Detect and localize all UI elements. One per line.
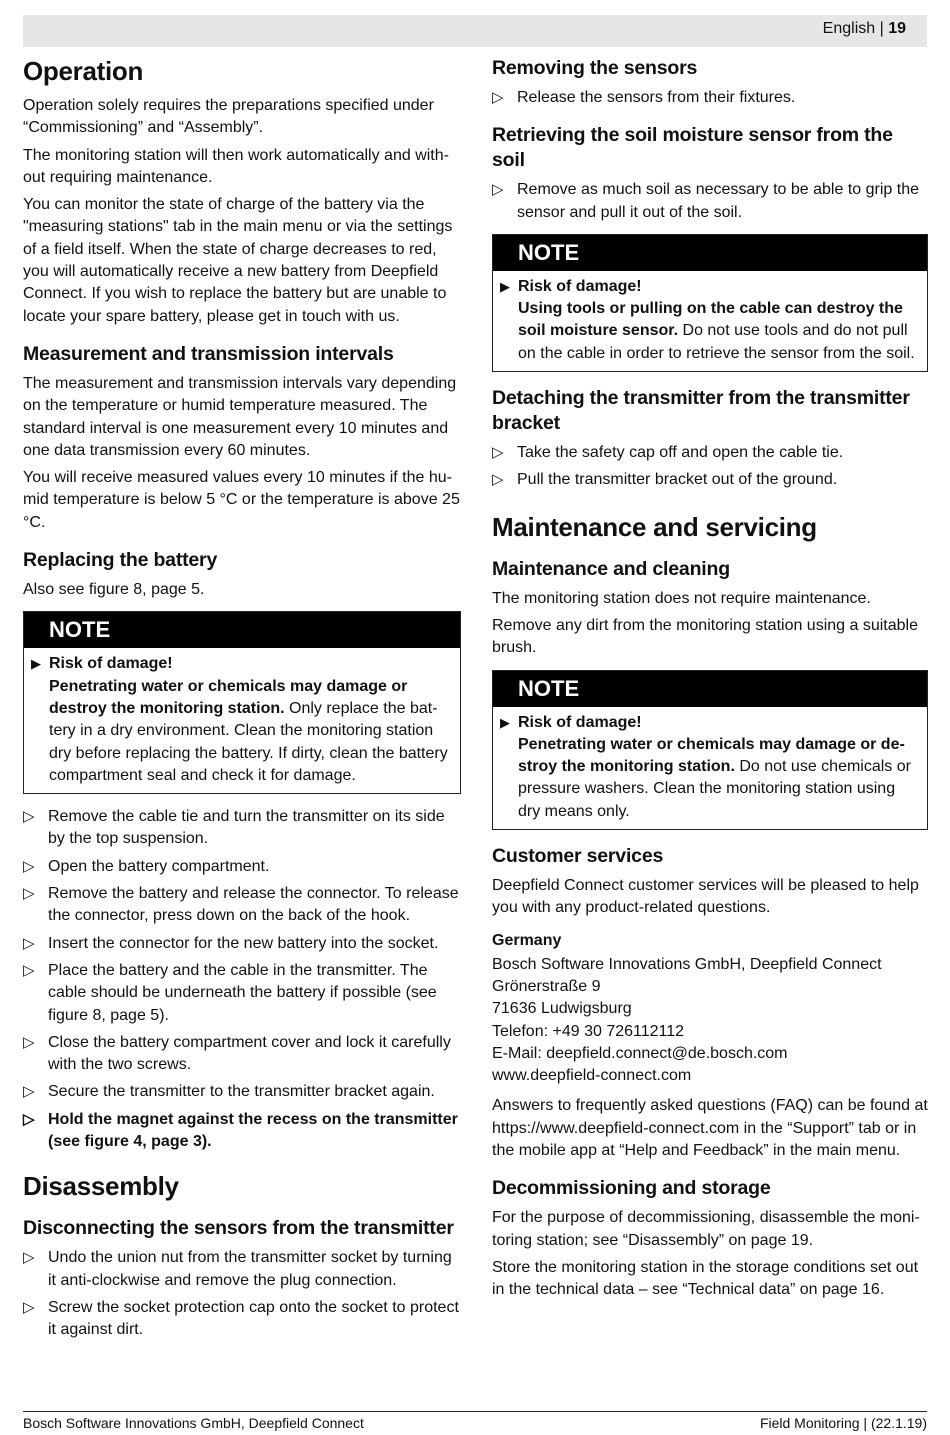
note-warning: Using tools or pulling on the cable can destroy the soil moisture sensor. (518, 300, 903, 340)
note-text: Only replace the battery in a dry environment. Clean the monitoring station dry before replacing the battery. If dirty, clean the battery compartment seal and check it for damage. (49, 699, 448, 784)
step-triangle-icon: ▷ (23, 1298, 35, 1316)
operation-paragraph-2: The monitoring station will then work automatically and without requiring maintenance. (23, 146, 449, 186)
detaching-steps-list (492, 442, 928, 492)
step-triangle-icon: ▷ (23, 1110, 35, 1128)
step-triangle-icon: ▷ (23, 857, 35, 875)
contact-city: 71636 Ludwigsburg (492, 1000, 632, 1018)
disconnect-steps-list (23, 1247, 461, 1341)
list-item: ▷ Close the battery compartment cover and lock it carefully with the two screws. (23, 1033, 451, 1074)
list-item: ▷ Remove the cable tie and turn the transmitter on its side by the top suspension. (23, 808, 445, 848)
intervals-paragraph-2: You will receive measured values every 10 minutes if the humid temperature is below 5 °C or the temperature is above 25 °C. (23, 469, 460, 531)
list-item: ▷ Remove as much soil as necessary to be able to grip the sensor and pull it out of the soil. (492, 181, 919, 221)
battery-heading: Replacing the battery (23, 549, 218, 572)
step-triangle-icon: ▷ (492, 89, 504, 106)
step-triangle-icon: ▷ (23, 1249, 35, 1267)
faq-paragraph: Answers to frequently asked questions (FAQ) can be found at https://www.deepfield-connect.com in the “Support” tab or in the mobile app at “Help and Feedback” in the main menu. (492, 1097, 928, 1160)
step-triangle-icon: ▷ (23, 961, 35, 979)
note-text: Do not use tools and do not pull on the cable in order to retrieve the sensor from the soil. (518, 322, 915, 362)
triangle-bullet-icon: ▶ (31, 656, 41, 672)
contact-block (492, 954, 928, 1088)
list-item: ▷ Place the battery and the cable in the transmitter. The cable should be underneath the battery if possible (see figure 8, page 5). (23, 961, 437, 1024)
list-item: ▷ Remove the battery and release the connector. To release the connector, press down on the back of the hook. (23, 885, 459, 925)
list-item: ▷ Insert the connector for the new battery into the socket. (23, 933, 461, 955)
intervals-heading: Measurement and transmission intervals (23, 342, 394, 365)
list-item: ▷ Pull the transmitter bracket out of the ground. (492, 469, 928, 491)
contact-street: Grönerstraße 9 (492, 977, 601, 995)
note-warning: Penetrating water or chemicals may damage or destroy the monitoring station. (518, 735, 905, 776)
list-item: ▷ Screw the socket protection cap onto the socket to protect it against dirt. (23, 1298, 459, 1339)
decommissioning-paragraph-1: For the purpose of decommissioning, disassemble the monitoring station; see “Disassembly” on page 19. (492, 1209, 920, 1249)
battery-figure-ref: Also see figure 8, page 5. (23, 581, 205, 599)
customer-paragraph: Deepfield Connect customer services will be pleased to help you with any product-related questions. (492, 877, 919, 917)
operation-heading: Operation (23, 56, 144, 86)
note-text: Do not use chemicals or pressure washers. Clean the monitoring station using dry means only. (518, 758, 911, 820)
note-box-sensor (492, 234, 928, 372)
note-header: NOTE (493, 671, 927, 707)
page-header (23, 15, 927, 47)
country-heading: Germany (492, 931, 562, 949)
contact-phone: Telefon: +49 30 726112112 (492, 1022, 685, 1040)
note-risk: Risk of damage! (518, 713, 642, 731)
cleaning-paragraph-2: Remove any dirt from the monitoring station using a suitable brush. (492, 616, 918, 657)
disconnect-heading: Disconnecting the sensors from the transmitter (23, 1217, 454, 1240)
detaching-heading: Detaching the transmitter from the transmitter bracket (492, 387, 910, 435)
footer-divider (23, 1411, 927, 1412)
triangle-bullet-icon: ▶ (500, 278, 510, 294)
note-box-maintenance (492, 670, 928, 830)
note-body (24, 648, 460, 793)
step-triangle-icon: ▷ (492, 444, 504, 462)
step-triangle-icon: ▷ (23, 934, 35, 952)
operation-paragraph-1: Operation solely requires the preparations specified under “Commissioning” and “Assembly”. (23, 97, 434, 137)
step-triangle-icon: ▷ (23, 885, 35, 903)
step-triangle-icon: ▷ (23, 808, 35, 826)
retrieving-heading: Retrieving the soil moisture sensor from the soil (492, 124, 893, 172)
list-item: ▷ Take the safety cap off and open the cable tie. (492, 442, 928, 464)
list-item: ▷ Release the sensors from their fixtures. (492, 87, 928, 109)
intervals-paragraph-1: The measurement and transmission intervals vary depending on the temperature or humid temperature measured. The standard interval is one measurement every 10 minutes and one data transmission every 60 minutes. (23, 374, 457, 459)
operation-paragraph-3: You can monitor the state of charge of the battery via the "measuring stations" tab in the main menu or via the settings of a field itself. When the state of charge decreases to red, you will automatically receive a new battery from Deepfield Connect. If you wish to replace the battery but are unable to locate your spare battery, please get in touch with us. (23, 196, 453, 325)
list-item: ▷ Secure the transmitter to the transmitter bracket again. (23, 1081, 461, 1103)
page-num: 19 (888, 20, 906, 37)
list-item: ▷ Open the battery compartment. (23, 856, 461, 878)
footer-left: Bosch Software Innovations GmbH, Deepfield Connect (23, 1415, 364, 1431)
maintenance-heading: Maintenance and servicing (492, 511, 817, 542)
right-column (492, 52, 928, 1307)
list-item: ▷ Undo the union nut from the transmitter socket by turning it anti-clockwise and remove the plug connection. (23, 1249, 452, 1289)
decommissioning-heading: Decommissioning and storage (492, 1177, 771, 1200)
note-body (493, 271, 927, 371)
step-triangle-icon: ▷ (23, 1083, 35, 1101)
step-triangle-icon: ▷ (23, 1033, 35, 1051)
triangle-bullet-icon: ▶ (500, 714, 510, 730)
customer-heading: Customer services (492, 845, 664, 868)
note-warning: Penetrating water or chemicals may damage or destroy the monitoring station. (49, 677, 408, 717)
note-risk: Risk of damage! (49, 655, 173, 673)
left-column (23, 52, 461, 1346)
note-body (493, 707, 927, 829)
battery-steps-list (23, 806, 461, 1153)
contact-email: E-Mail: deepfield.connect@de.bosch.com (492, 1044, 788, 1062)
decommissioning-paragraph-2: Store the monitoring station in the storage conditions set out in the technical data – see “Technical data” on page 16. (492, 1258, 919, 1299)
language-label: English | (822, 20, 889, 37)
contact-website: www.deepfield-connect.com (492, 1067, 692, 1085)
footer-right: Field Monitoring | (22.1.19) (759, 1415, 927, 1431)
cleaning-paragraph-1: The monitoring station does not require maintenance. (492, 589, 871, 607)
retrieving-steps-list (492, 179, 928, 224)
page-number (823, 20, 906, 38)
note-box-battery (23, 611, 461, 794)
list-item: ▷ Hold the magnet against the recess on the transmitter (see figure 4, page 3). (23, 1110, 458, 1150)
disassembly-heading: Disassembly (23, 1171, 179, 1202)
contact-company: Bosch Software Innovations GmbH, Deepfield Connect (492, 955, 882, 973)
step-triangle-icon: ▷ (492, 181, 504, 199)
note-risk: Risk of damage! (518, 277, 642, 295)
note-header: NOTE (24, 612, 460, 648)
removing-heading: Removing the sensors (492, 57, 698, 79)
step-triangle-icon: ▷ (492, 471, 504, 489)
removing-steps-list (492, 87, 928, 109)
note-header: NOTE (493, 235, 927, 271)
cleaning-heading: Maintenance and cleaning (492, 557, 730, 580)
